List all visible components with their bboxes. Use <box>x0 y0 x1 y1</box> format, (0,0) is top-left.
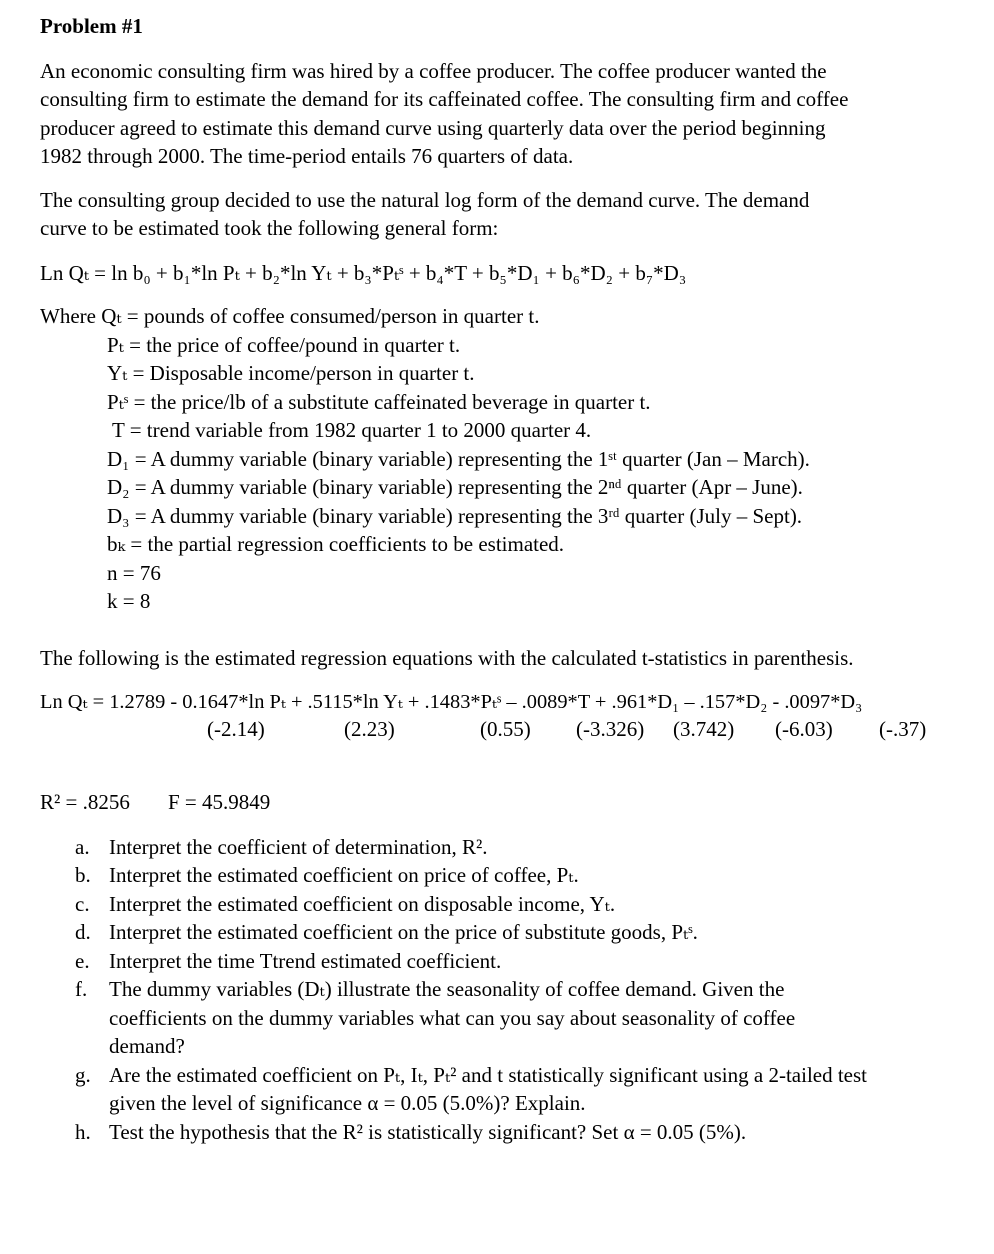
intro-line: 1982 through 2000. The time-period entails 76 quarters of data. <box>40 144 574 168</box>
definition-line: Yₜ = Disposable income/person in quarter t. <box>107 361 475 385</box>
t-stat: (-3.326) <box>576 717 645 741</box>
intro-line: producer agreed to estimate this demand curve using quarterly data over the period beginning <box>40 116 826 140</box>
model-intro-line: The consulting group decided to use the natural log form of the demand curve. The demand <box>40 188 810 212</box>
definition-line: Pₜ = the price of coffee/pound in quarter t. <box>107 333 461 357</box>
definition-line: D₃ = A dummy variable (binary variable) representing the 3ʳᵈ quarter (July – Sept). <box>107 504 803 528</box>
f-statistic: F = 45.9849 <box>168 790 271 814</box>
t-stat: (-2.14) <box>207 717 265 741</box>
t-stat: (0.55) <box>480 717 531 741</box>
problem-title: Problem #1 <box>40 14 143 38</box>
general-form-equation: Ln Qₜ = ln b₀ + b₁*ln Pₜ + b₂*ln Yₜ + b₃*Pₜˢ + b₄*T + b₅*D₁ + b₆*D₂ + b₇*D₃ <box>40 261 687 285</box>
definition-line: k = 8 <box>107 589 151 613</box>
model-intro-line: curve to be estimated took the following general form: <box>40 216 499 240</box>
definition-line: n = 76 <box>107 561 161 585</box>
estimated-intro: The following is the estimated regression equations with the calculated t-statistics in parenthesis. <box>40 646 854 670</box>
definition-line: D₁ = A dummy variable (binary variable) representing the 1ˢᵗ quarter (Jan – March). <box>107 447 810 471</box>
definition-line: Pₜˢ = the price/lb of a substitute caffeinated beverage in quarter t. <box>107 390 651 414</box>
question-continuation: given the level of significance α = 0.05 (5.0%)? Explain. <box>109 1091 586 1115</box>
definition-line: bₖ = the partial regression coefficients to be estimated. <box>107 532 565 556</box>
t-stat: (-6.03) <box>775 717 833 741</box>
question-continuation: demand? <box>109 1034 185 1058</box>
t-stat: (3.742) <box>673 717 735 741</box>
t-stat: (2.23) <box>344 717 395 741</box>
intro-line: An economic consulting firm was hired by a coffee producer. The coffee producer wanted the <box>40 59 827 83</box>
t-stat: (-.37) <box>879 717 927 741</box>
definition-line: Where Qₜ = pounds of coffee consumed/person in quarter t. <box>40 304 540 328</box>
question-continuation: coefficients on the dummy variables what can you say about seasonality of coffee <box>109 1006 796 1030</box>
definition-line: T = trend variable from 1982 quarter 1 to 2000 quarter 4. <box>112 418 592 442</box>
definition-line: D₂ = A dummy variable (binary variable) representing the 2ⁿᵈ quarter (Apr – June). <box>107 475 803 499</box>
r-squared: R² = .8256 <box>40 790 130 814</box>
estimated-equation: Ln Qₜ = 1.2789 - 0.1647*ln Pₜ + .5115*ln Yₜ + .1483*Pₜˢ – .0089*T + .961*D₁ – .157*D₂ - .0097*D₃ <box>40 691 863 713</box>
intro-line: consulting firm to estimate the demand for its caffeinated coffee. The consulting firm and coffee <box>40 87 849 111</box>
